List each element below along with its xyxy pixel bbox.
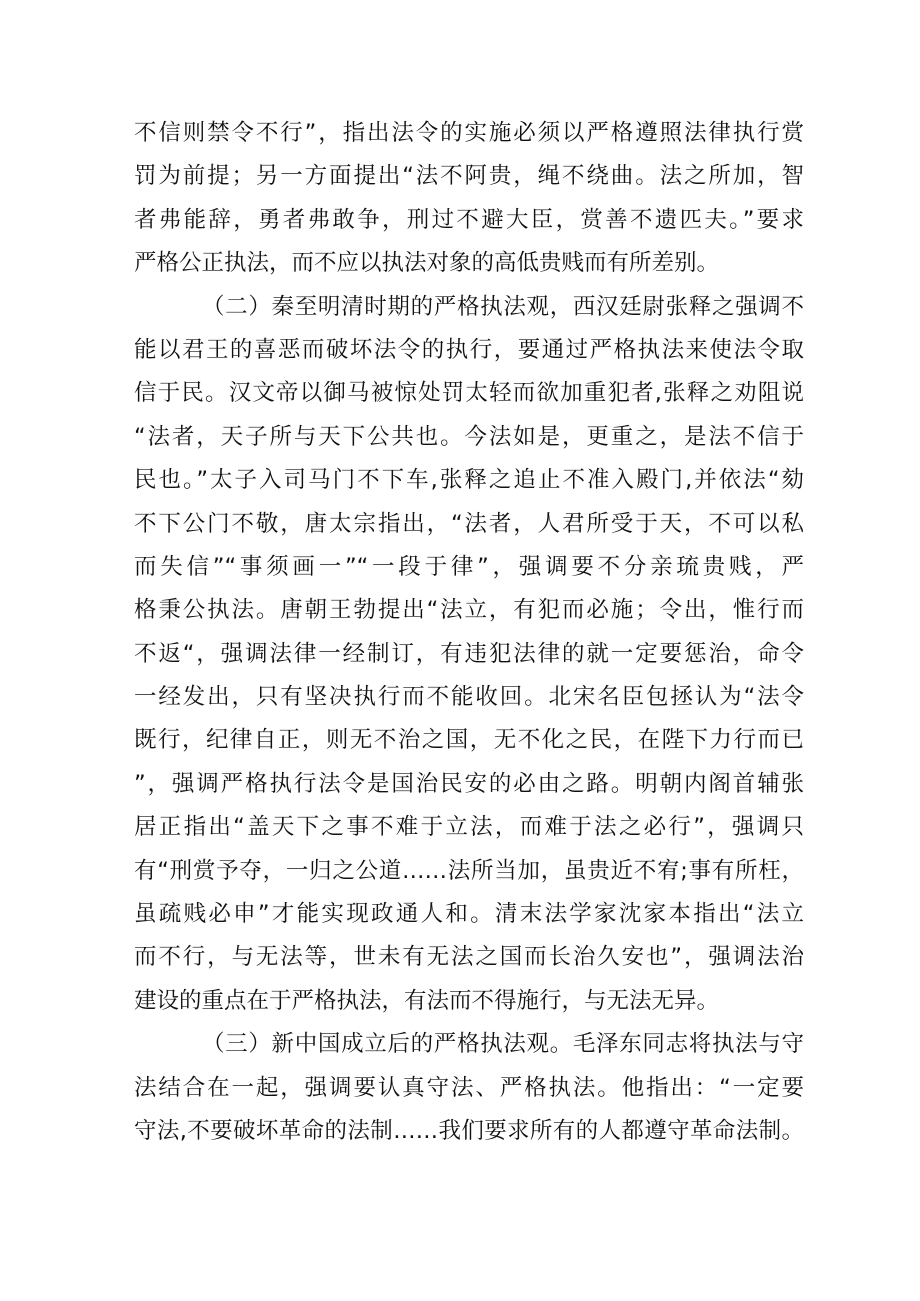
text-line: 法结合在一起，强调要认真守法、严格执法。他指出：“一定要: [134, 1074, 804, 1101]
text-line: 者弗能辞，勇者弗敢争，刑过不避大臣，赏善不遗匹夫。”要求: [134, 206, 804, 233]
text-line: 而失信”“事须画一”“一段于律”，强调要不分亲琉贵贱，严: [134, 553, 804, 580]
text-line: 一经发出，只有坚决执行而不能收回。北宋名臣包拯认为“法令: [134, 684, 804, 711]
text-line: ”，强调严格执行法令是国治民安的必由之路。明朝内阁首辅张: [134, 770, 804, 797]
text-line: 信于民。汉文帝以御马被惊处罚太轻而欲加重犯者,张释之劝阻说: [134, 380, 804, 407]
text-line: 居正指出“盖天下之事不难于立法，而难于法之必行”，强调只: [134, 814, 804, 841]
text-line: 守法,不要破坏革命的法制……我们要求所有的人都遵守革命法制。: [134, 1117, 804, 1144]
body-text: [134, 112, 804, 1153]
text-line: 不信则禁令不行”，指出法令的实施必须以严格遵照法律执行赏: [134, 120, 804, 146]
text-line: 既行，纪律自正，则无不治之国，无不化之民，在陛下力行而已: [134, 727, 804, 754]
text-line: 虽疏贱必申”才能实现政通人和。清末法学家沈家本指出“法立: [134, 901, 804, 928]
text-line: 罚为前提；另一方面提出“法不阿贵，绳不绕曲。法之所加，智: [134, 163, 804, 190]
text-line: 民也。”太子入司马门不下车,张释之追止不准入殿门,并依法“劾: [134, 467, 804, 494]
text-line: 不返“，强调法律一经制订，有违犯法律的就一定要惩治，命令: [134, 640, 804, 667]
text-line: 建设的重点在于严格执法，有法而不得施行，与无法无异。: [134, 987, 720, 1014]
text-line: “法者，天子所与天下公共也。今法如是，更重之，是法不信于: [134, 423, 804, 450]
text-line: 能以君王的喜恶而破坏法令的执行，要通过严格执法来使法令取: [134, 336, 804, 363]
text-line: 不下公门不敬，唐太宗指出，“法者，人君所受于天，不可以私: [134, 510, 804, 537]
text-line: 严格公正执法，而不应以执法对象的高低贵贱而有所差别。: [134, 250, 720, 277]
text-line: （三）新中国成立后的严格执法观。毛泽东同志将执法与守: [202, 1031, 804, 1058]
text-line: 格秉公执法。唐朝王勃提出“法立，有犯而必施；令出，惟行而: [134, 597, 804, 624]
text-line: 而不行，与无法等，世未有无法之国而长治久安也”，强调法治: [134, 944, 804, 971]
text-line: （二）秦至明清时期的严格执法观，西汉廷尉张释之强调不: [202, 293, 804, 320]
text-line: 有“刑赏予夺，一归之公道……法所当加，虽贵近不宥;事有所枉，: [134, 857, 804, 884]
